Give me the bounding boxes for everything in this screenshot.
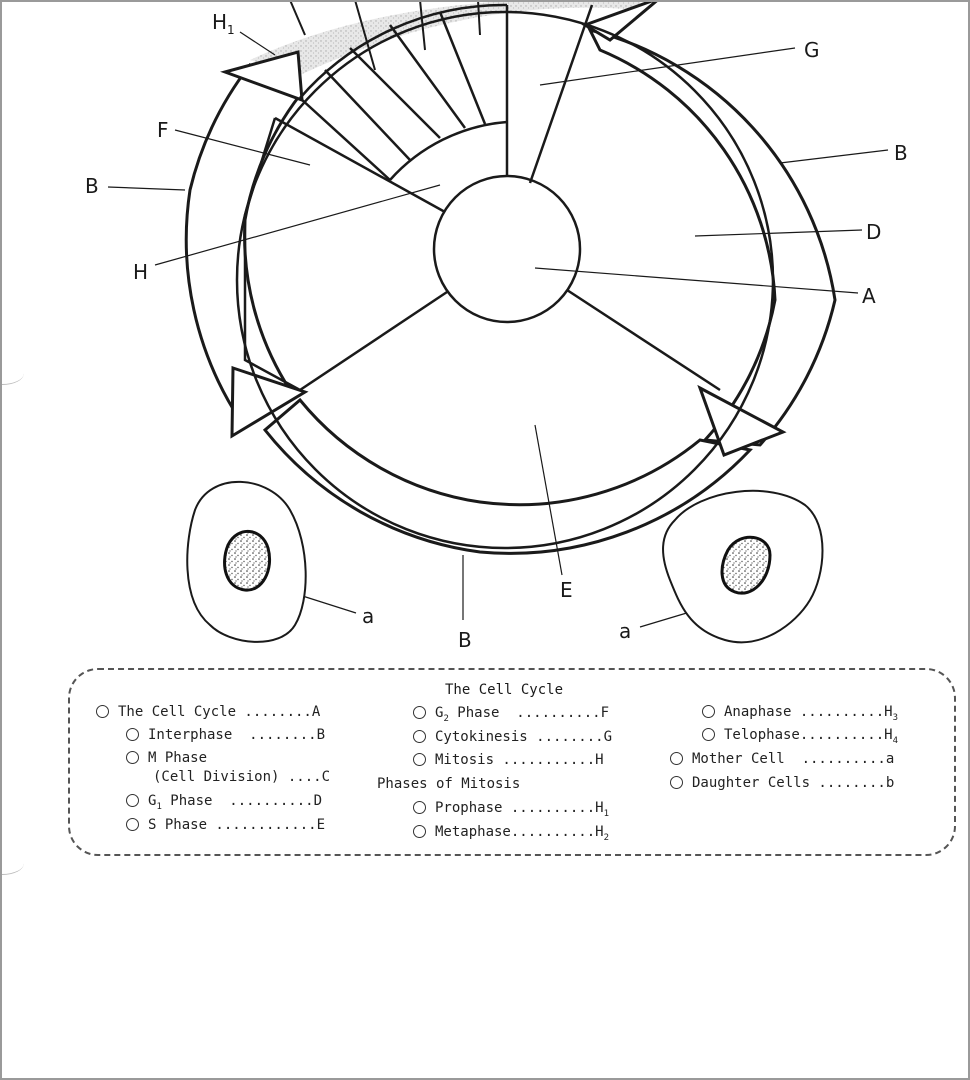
nucleus-left bbox=[225, 531, 270, 590]
checkbox-icon[interactable] bbox=[702, 728, 715, 741]
checkbox-icon[interactable] bbox=[126, 751, 139, 764]
checkbox-icon[interactable] bbox=[413, 730, 426, 743]
checkbox-icon[interactable] bbox=[413, 825, 426, 838]
legend-item-m-phase[interactable]: M Phase bbox=[126, 750, 207, 766]
checkbox-icon[interactable] bbox=[702, 705, 715, 718]
label-d: D bbox=[866, 220, 882, 244]
binder-hole bbox=[0, 852, 24, 875]
label-f: F bbox=[157, 118, 169, 142]
legend-item-mother-cell[interactable]: Mother Cell ..........a bbox=[670, 751, 894, 767]
label-h1: $H_1$ bbox=[212, 10, 235, 37]
legend-item-prophase[interactable]: Prophase $..........H_1$ bbox=[413, 800, 609, 822]
label-h: H bbox=[133, 260, 149, 284]
legend-item-interphase[interactable]: Interphase ........B bbox=[126, 727, 325, 743]
legend-item-anaphase[interactable]: Anaphase $..........H_3$ bbox=[702, 704, 898, 726]
legend-item-daughter-cells[interactable]: Daughter Cells ........b bbox=[670, 775, 894, 791]
legend-heading: The Cell Cycle bbox=[445, 682, 564, 698]
label-e: E bbox=[560, 578, 573, 602]
legend-item-g2-phase[interactable]: $G_2$ Phase ..........F bbox=[413, 705, 609, 727]
cell-left bbox=[187, 482, 305, 642]
checkbox-icon[interactable] bbox=[126, 794, 139, 807]
label-b-bottom: B bbox=[458, 628, 472, 652]
label-a-right: a bbox=[619, 619, 632, 643]
checkbox-icon[interactable] bbox=[413, 706, 426, 719]
legend-item-s-phase[interactable]: S Phase ............E bbox=[126, 817, 325, 833]
checkbox-icon[interactable] bbox=[126, 818, 139, 831]
label-b-left: B bbox=[85, 174, 99, 198]
label-g: G bbox=[804, 38, 820, 62]
legend-item-cell-division: (Cell Division) ....C bbox=[153, 769, 331, 785]
label-a-left: a bbox=[362, 604, 375, 628]
legend-item-telophase[interactable]: $Telophase..........H_4$ bbox=[702, 727, 898, 749]
checkbox-icon[interactable] bbox=[413, 753, 426, 766]
legend-item-metaphase[interactable]: $Metaphase..........H_2$ bbox=[413, 824, 609, 846]
legend-item-cell-cycle[interactable]: The Cell Cycle ........A bbox=[96, 704, 320, 720]
label-a-upper: A bbox=[862, 284, 876, 308]
legend-item-mitosis[interactable]: Mitosis ...........H bbox=[413, 752, 604, 768]
checkbox-icon[interactable] bbox=[413, 801, 426, 814]
legend-item-cytokinesis[interactable]: Cytokinesis ........G bbox=[413, 729, 612, 745]
checkbox-icon[interactable] bbox=[670, 752, 683, 765]
checkbox-icon[interactable] bbox=[96, 705, 109, 718]
checkbox-icon[interactable] bbox=[126, 728, 139, 741]
label-b-right: B bbox=[894, 141, 908, 165]
cell-right bbox=[663, 491, 822, 642]
legend-subheading-phases-of-mitosis: Phases of Mitosis bbox=[377, 776, 521, 792]
checkbox-icon[interactable] bbox=[670, 776, 683, 789]
legend-item-g1-phase[interactable]: $G_1$ Phase ..........D bbox=[126, 793, 322, 815]
